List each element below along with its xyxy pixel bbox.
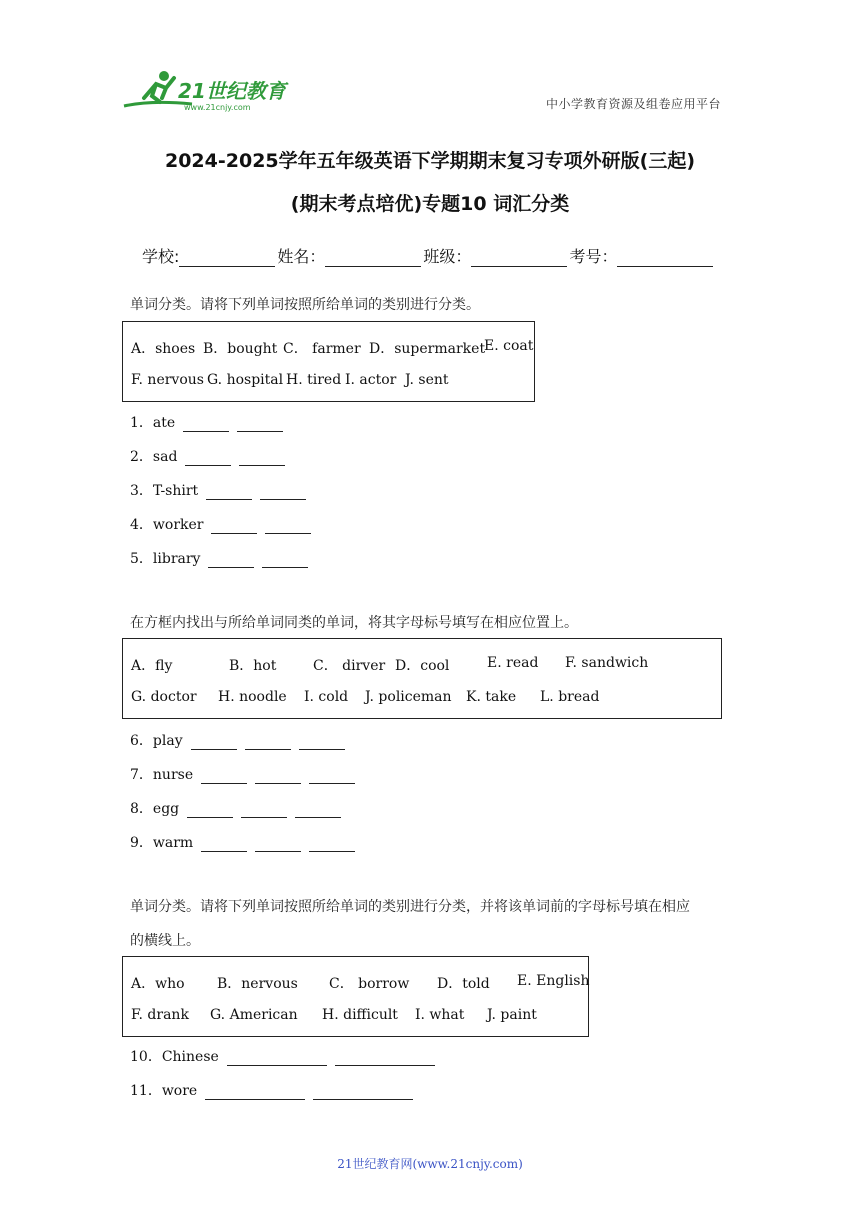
section1-word-box	[122, 321, 535, 402]
option: F. nervous	[131, 372, 204, 388]
option: A．who	[131, 976, 185, 992]
answer-blank[interactable]	[211, 519, 257, 534]
number-field[interactable]	[617, 248, 713, 267]
option: I. cold	[304, 689, 349, 705]
answer-blank[interactable]	[255, 769, 301, 784]
answer-blank[interactable]	[201, 769, 247, 784]
answer-blank[interactable]	[241, 803, 287, 818]
title-line2: (期末考点培优)专题10 词汇分类	[290, 193, 570, 215]
question-label: 6．play	[130, 733, 183, 749]
student-info	[142, 244, 715, 267]
logo	[122, 68, 292, 114]
question-label: 8．egg	[130, 801, 180, 817]
section2-instruction: 在方框内找出与所给单词同类的单词，将其字母标号填写在相应位置上。	[130, 615, 578, 631]
question-3	[130, 480, 306, 500]
logo-url: www.21cnjy.com	[184, 103, 251, 112]
option: J. sent	[405, 372, 449, 388]
name-label: 姓名：	[277, 247, 326, 266]
class-field[interactable]	[471, 248, 567, 267]
section3-word-box	[122, 956, 589, 1037]
answer-blank[interactable]	[299, 735, 345, 750]
answer-blank[interactable]	[205, 1085, 305, 1100]
number-label: 考号：	[569, 247, 618, 266]
option: B．hot	[229, 658, 277, 674]
answer-blank[interactable]	[239, 451, 285, 466]
question-2	[130, 446, 285, 466]
answer-blank[interactable]	[313, 1085, 413, 1100]
option: C． borrow	[329, 976, 410, 992]
answer-blank[interactable]	[237, 417, 283, 432]
question-label: 10．Chinese	[130, 1049, 219, 1065]
answer-blank[interactable]	[245, 735, 291, 750]
option: L. bread	[540, 689, 600, 705]
option: F. drank	[131, 1007, 189, 1023]
answer-blank[interactable]	[262, 553, 308, 568]
option: G. doctor	[131, 689, 197, 705]
question-label: 2．sad	[130, 449, 178, 465]
option: G. American	[210, 1007, 298, 1023]
option: H. noodle	[218, 689, 287, 705]
option: A．fly	[131, 658, 173, 674]
platform-label: 中小学教育资源及组卷应用平台	[546, 97, 722, 111]
question-4	[130, 514, 311, 534]
option: B．bought	[203, 341, 278, 357]
question-11	[130, 1080, 413, 1100]
option: E. English	[517, 973, 590, 989]
question-8	[130, 798, 341, 818]
question-1	[130, 412, 283, 432]
question-label: 4．worker	[130, 517, 204, 533]
option: I. actor	[345, 372, 397, 388]
answer-blank[interactable]	[265, 519, 311, 534]
option: D．told	[437, 976, 490, 992]
school-field[interactable]	[179, 248, 275, 267]
question-10	[130, 1046, 435, 1066]
section2-word-box	[122, 638, 722, 719]
question-label: 11．wore	[130, 1083, 198, 1099]
answer-blank[interactable]	[201, 837, 247, 852]
section3-instruction-line1: 单词分类。请将下列单词按照所给单词的类别进行分类，并将该单词前的字母标号填在相应	[130, 899, 690, 915]
question-label: 3．T-shirt	[130, 483, 199, 499]
option: E. read	[487, 655, 539, 671]
option: I. what	[415, 1007, 465, 1023]
answer-blank[interactable]	[335, 1051, 435, 1066]
footer-link[interactable]: 21世纪教育网(www.21cnjy.com)	[337, 1157, 523, 1171]
question-9	[130, 832, 355, 852]
answer-blank[interactable]	[295, 803, 341, 818]
question-label: 1．ate	[130, 415, 176, 431]
section3-instruction-line2: 的横线上。	[130, 933, 200, 949]
option: D．supermarket	[369, 341, 486, 357]
question-5	[130, 548, 308, 568]
option: J. policeman	[365, 689, 452, 705]
option: H. tired	[286, 372, 342, 388]
question-label: 5．library	[130, 551, 201, 567]
option: C． dirver	[313, 658, 386, 674]
class-label: 班级：	[423, 247, 472, 266]
option: H. difficult	[322, 1007, 398, 1023]
answer-blank[interactable]	[185, 451, 231, 466]
question-label: 7．nurse	[130, 767, 194, 783]
answer-blank[interactable]	[183, 417, 229, 432]
answer-blank[interactable]	[187, 803, 233, 818]
title-line1: 2024-2025学年五年级英语下学期期末复习专项外研版(三起)	[164, 150, 696, 172]
answer-blank[interactable]	[227, 1051, 327, 1066]
option: F. sandwich	[565, 655, 649, 671]
option: C． farmer	[283, 341, 361, 357]
answer-blank[interactable]	[208, 553, 254, 568]
option: G. hospital	[207, 372, 284, 388]
answer-blank[interactable]	[309, 837, 355, 852]
answer-blank[interactable]	[255, 837, 301, 852]
section1-instruction: 单词分类。请将下列单词按照所给单词的类别进行分类。	[130, 297, 480, 313]
option: K. take	[466, 689, 517, 705]
logo-text: 21世纪教育	[178, 79, 286, 103]
option: E. coat	[484, 338, 534, 354]
answer-blank[interactable]	[191, 735, 237, 750]
school-label: 学校:	[142, 247, 180, 266]
answer-blank[interactable]	[206, 485, 252, 500]
option: A．shoes	[131, 341, 196, 357]
question-7	[130, 764, 355, 784]
answer-blank[interactable]	[260, 485, 306, 500]
option: J. paint	[487, 1007, 537, 1023]
question-6	[130, 730, 345, 750]
option: B．nervous	[217, 976, 298, 992]
question-label: 9．warm	[130, 835, 194, 851]
answer-blank[interactable]	[309, 769, 355, 784]
name-field[interactable]	[325, 248, 421, 267]
option: D．cool	[395, 658, 450, 674]
